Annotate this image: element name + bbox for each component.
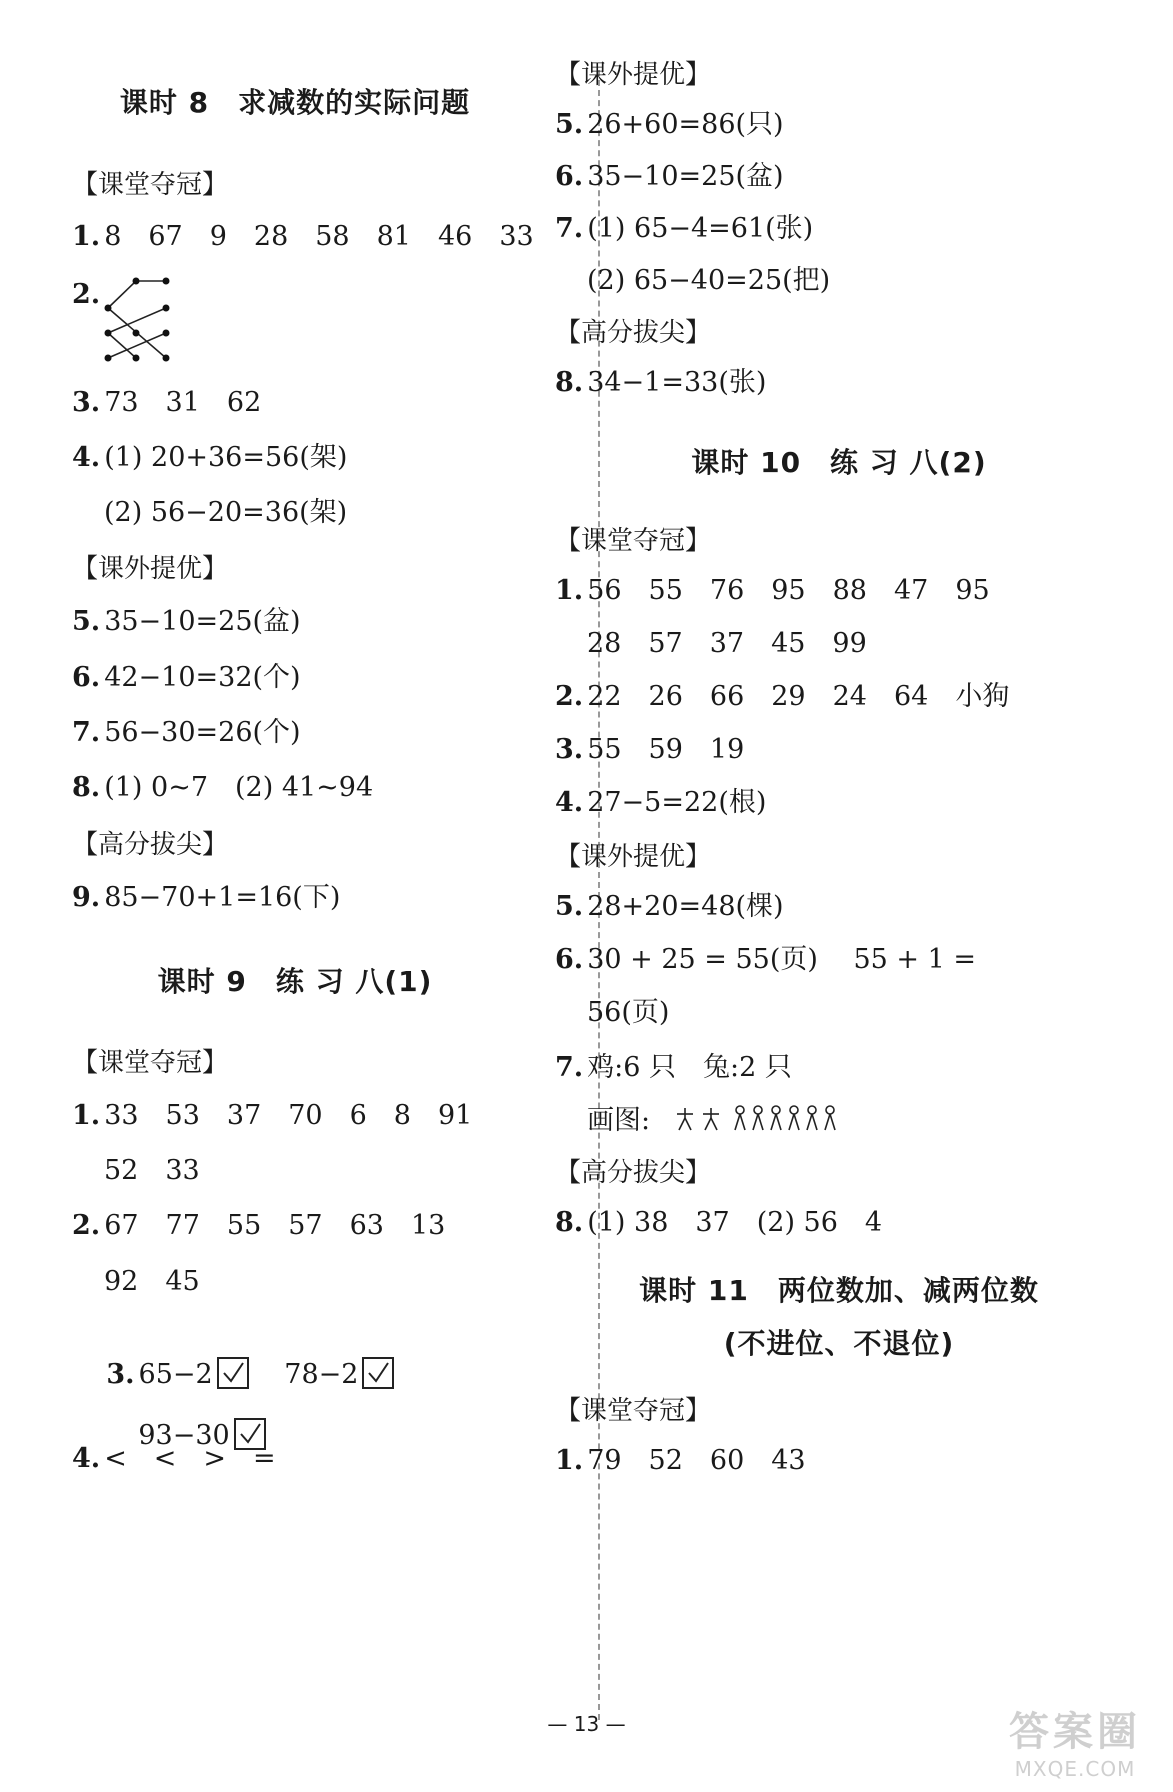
question-number: 6. [72,662,101,693]
answer-text: 55 59 19 [587,734,745,765]
watermark-text: 答案圈 [1009,1709,1141,1755]
section-heading: 【高分拔尖】 [555,1158,712,1188]
answer-line: 56(页) [587,997,670,1028]
answer-text: 65−2 [138,1359,213,1390]
answer-text: 42−10=32(个) [104,662,301,693]
watermark-logo [990,1700,1160,1785]
checkbox-checked-icon [362,1357,394,1389]
dot [105,330,112,337]
question-number: 8. [72,772,101,803]
answer-line [555,108,784,142]
answer-line [72,605,301,639]
section-heading: 【课外提优】 [72,554,229,584]
answer-line [72,1209,445,1243]
answer-line [72,661,301,695]
question-number: 2. [555,681,584,712]
answer-line [555,680,1009,714]
question-number: 1. [72,221,101,252]
answer-text: 28+20=48(棵) [587,891,784,922]
question-number: 4. [72,442,101,473]
answer-line: 92 45 [104,1266,200,1297]
dot [163,330,170,337]
answer-line [72,1442,276,1476]
question-number: 5. [555,891,584,922]
answer-line [555,160,784,194]
dot [105,355,112,362]
answer-line [555,733,744,767]
question-number: 7. [555,1052,584,1083]
question-number: 1. [555,575,584,606]
question-number: 9. [72,882,101,913]
dot [133,355,140,362]
answer-text: (1) 65−4=61(张) [587,213,814,244]
answer-line: 52 33 [104,1155,200,1186]
section-heading: 【课堂夺冠】 [555,1396,712,1426]
answer-text: 34−1=33(张) [587,367,767,398]
section-heading: 【课外提优】 [555,842,712,872]
answer-line [72,386,261,420]
question-number: 4. [72,1443,101,1474]
section-heading: 【高分拔尖】 [72,830,229,860]
question-number: 2. [72,1210,101,1241]
answer-line [555,212,813,246]
question-number: 8. [555,1207,584,1238]
figure-icon [753,1106,763,1130]
section-heading: 【高分拔尖】 [555,318,712,348]
answer-line [555,786,766,820]
figure-icon [807,1106,817,1130]
animal-drawing [675,1104,855,1134]
answer-line [72,881,340,915]
answer-line [72,771,373,805]
answer-text: (1) 0~7 (2) 41~94 [104,772,374,803]
page-number: — 13 — [547,1712,626,1736]
answer-text: 85−70+1=16(下) [104,882,341,913]
answer-text: 93−30 [138,1420,230,1451]
dot [163,305,170,312]
answer-text: 73 31 62 [104,387,262,418]
answer-line [72,220,534,254]
answer-text: 35−10=25(盆) [104,606,301,637]
dot [105,305,112,312]
answer-text: 67 77 55 57 63 13 [104,1210,446,1241]
question-number: 5. [555,109,584,140]
answer-line [555,943,976,977]
dot [133,278,140,285]
answer-text: 26+60=86(只) [587,109,784,140]
chicken-figure-icon [703,1108,719,1130]
answer-text: (1) 38 37 (2) 56 4 [587,1207,883,1238]
answer-text: 56 55 76 95 88 47 95 [587,575,990,606]
answer-line [555,366,766,400]
answer-line: (2) 65−40=25(把) [587,265,831,296]
lesson-10-title: 课时 10 练 习 八(2) [691,446,987,479]
answer-text: < < > = [104,1443,276,1474]
lesson-11-subtitle: (不进位、不退位) [723,1327,955,1360]
answer-text: 画图: [587,1105,651,1136]
question-number: 7. [72,717,101,748]
answer-text: 79 52 60 43 [587,1445,806,1476]
answer-line [72,441,347,475]
answer-line [555,1444,806,1478]
chicken-figure-icon [677,1108,693,1130]
question-number: 2. [72,279,101,310]
answer-text: 27−5=22(根) [587,787,767,818]
answer-line [555,574,990,608]
answer-text: 78−2 [284,1359,359,1390]
question-number: 3. [72,387,101,418]
section-heading: 【课堂夺冠】 [72,1048,229,1078]
answer-text: 56−30=26(个) [104,717,301,748]
answer-line [72,716,301,750]
question-number: 3. [106,1359,135,1390]
question-number: 3. [555,734,584,765]
answer-text: 22 26 66 29 24 64 小狗 [587,681,1010,712]
answer-line [72,1099,472,1133]
lesson-9-title: 课时 9 练 习 八(1) [157,965,433,998]
dot [163,355,170,362]
section-heading: 【课外提优】 [555,60,712,90]
answer-text: 鸡:6 只 兔:2 只 [587,1052,792,1083]
question-number: 6. [555,161,584,192]
matching-diagram [96,276,176,366]
answer-text: 30 + 25 = 55(页) 55 + 1 = [587,944,977,975]
answer-line [587,1104,650,1138]
figure-icon [789,1106,799,1130]
figure-icon [771,1106,781,1130]
section-heading: 【课堂夺冠】 [72,170,229,200]
question-number: 1. [72,1100,101,1131]
answer-text: 8 67 9 28 58 81 46 33 [104,221,534,252]
question-number: 8. [555,367,584,398]
question-number: 7. [555,213,584,244]
question-number: 6. [555,944,584,975]
answer-line [555,1051,792,1085]
figure-icon [825,1106,835,1130]
dot [133,330,140,337]
answer-text: 33 53 37 70 6 8 91 [104,1100,473,1131]
watermark-url: MXQE.COM [1014,1757,1136,1781]
lesson-11-title: 课时 11 两位数加、减两位数 [639,1274,1039,1307]
question-number: 4. [555,787,584,818]
answer-line [555,1206,882,1240]
answer-line [555,890,784,924]
answer-line: (2) 56−20=36(架) [104,497,348,528]
answer-line: 28 57 37 45 99 [587,628,867,659]
answer-text: (1) 20+36=56(架) [104,442,348,473]
lesson-8-title: 课时 8 求减数的实际问题 [119,86,471,119]
dot [163,278,170,285]
question-number: 1. [555,1445,584,1476]
figure-icon [735,1106,745,1130]
answer-text: 35−10=25(盆) [587,161,784,192]
question-number: 5. [72,606,101,637]
section-heading: 【课堂夺冠】 [555,526,712,556]
